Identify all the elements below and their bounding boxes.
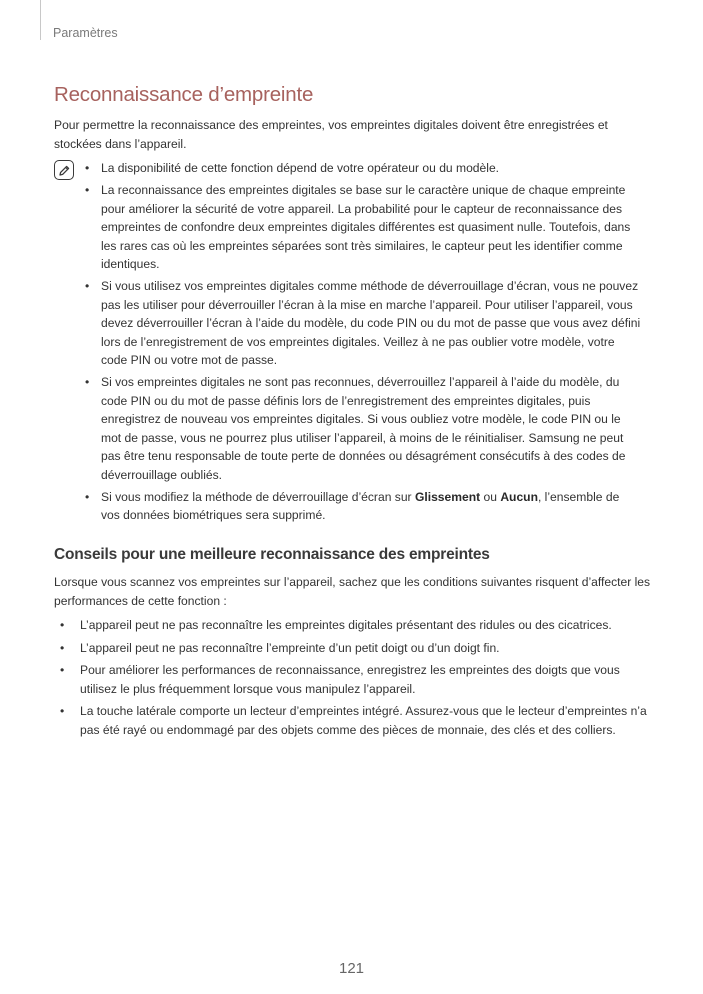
tip-text: Pour améliorer les performances de reconnaissance, enregistrez les empreintes des doigts que vous utilisez le plus fréquemment lorsque vous manipulez l’appareil.: [80, 663, 620, 696]
note-text: La reconnaissance des empreintes digitales se base sur le caractère unique de chaque empreinte pour améliorer la sécurité de votre appareil. La probabilité pour le capteur de reconnaissance des empreintes de confondre deux empreintes digitales différentes est quasiment nulle. Toutefois, dans les rares cas où les empreintes séparées sont très similaires, le capteur peut les identifier comme identiques.: [101, 183, 631, 271]
margin-rule: [40, 0, 41, 40]
bullet-marker: •: [85, 279, 90, 293]
note-block: [54, 159, 654, 528]
note-item: [81, 488, 641, 525]
tip-item: [54, 639, 654, 658]
option-aucun: Aucun: [500, 489, 538, 504]
option-glissement: Glissement: [414, 489, 481, 504]
tips-list: [54, 616, 654, 739]
note-text-after: , l’ensemble de vos données biométriques sera supprimé.: [101, 489, 620, 522]
note-text-middle: ou: [480, 489, 501, 504]
note-text-before: Si vous modifiez la méthode de déverrouillage d’écran sur: [101, 489, 415, 504]
note-item: [81, 159, 641, 178]
note-pencil-icon: [54, 160, 74, 180]
content: [54, 83, 654, 743]
page-number: 121: [338, 960, 365, 977]
section-header: Paramètres: [53, 26, 118, 40]
note-item: [81, 373, 641, 484]
bullet-marker: •: [60, 704, 65, 718]
note-text: La disponibilité de cette fonction dépend de votre opérateur ou du modèle.: [101, 161, 500, 175]
tips-intro: Lorsque vous scannez vos empreintes sur l’appareil, sachez que les conditions suivantes risquent d’affecter les performances de cette fonction :: [54, 575, 651, 608]
note-text: Si vous utilisez vos empreintes digitales comme méthode de déverrouillage d’écran, vous ne pouvez pas les utiliser pour déverrouiller l’écran à la mise en marche l’appareil. Pour utiliser l’appareil, vous devez déverrouiller l’écran à l’aide du modèle, du code PIN ou du mot de passe que vous avez défini lors de l’enregistrement de vos empreintes digitales. Veillez à ne pas oublier votre modèle, votre code PIN ou votre mot de passe.: [101, 279, 641, 367]
intro-paragraph: Pour permettre la reconnaissance des empreintes, vos empreintes digitales doivent être enregistrées et stockées dans l’appareil.: [54, 118, 608, 151]
tips-heading: Conseils pour une meilleure reconnaissance des empreintes: [54, 546, 490, 563]
page-title: Reconnaissance d’empreinte: [54, 83, 314, 106]
tip-item: [54, 702, 654, 739]
note-list: [81, 159, 641, 528]
bullet-marker: •: [85, 489, 90, 504]
bullet-marker: •: [60, 618, 65, 632]
tip-item: [54, 661, 654, 698]
note-item: [81, 277, 641, 370]
note-text: Si vos empreintes digitales ne sont pas reconnues, déverrouillez l’appareil à l’aide du modèle, du code PIN ou du mot de passe définis lors de l’enregistrement des empreintes digitales, puis enregistrez de nouveau vos empreintes digitales. Si vous oubliez votre modèle, le code PIN ou le mot de passe, vous ne pourrez plus utiliser l’appareil, à moins de le réinitialiser. Samsung ne peut pas être tenu responsable de toute perte de données ou désagrément consécutifs à des codes de déverrouillage oubliés.: [101, 375, 626, 482]
bullet-marker: •: [60, 640, 65, 655]
tip-text: L’appareil peut ne pas reconnaître les empreintes digitales présentant des ridules ou des cicatrices.: [80, 618, 612, 632]
tip-text: L’appareil peut ne pas reconnaître l’empreinte d’un petit doigt ou d’un doigt fin.: [80, 640, 500, 655]
bullet-marker: •: [85, 375, 90, 389]
tip-text: La touche latérale comporte un lecteur d’empreintes intégré. Assurez-vous que le lecteur d’empreintes n’a pas été rayé ou endommagé par des objets comme des pièces de monnaie, des clés et des colliers.: [80, 704, 647, 737]
bullet-marker: •: [60, 663, 65, 677]
bullet-marker: •: [85, 183, 90, 197]
tip-item: [54, 616, 654, 635]
bullet-marker: •: [85, 161, 90, 175]
note-item: [81, 181, 641, 274]
